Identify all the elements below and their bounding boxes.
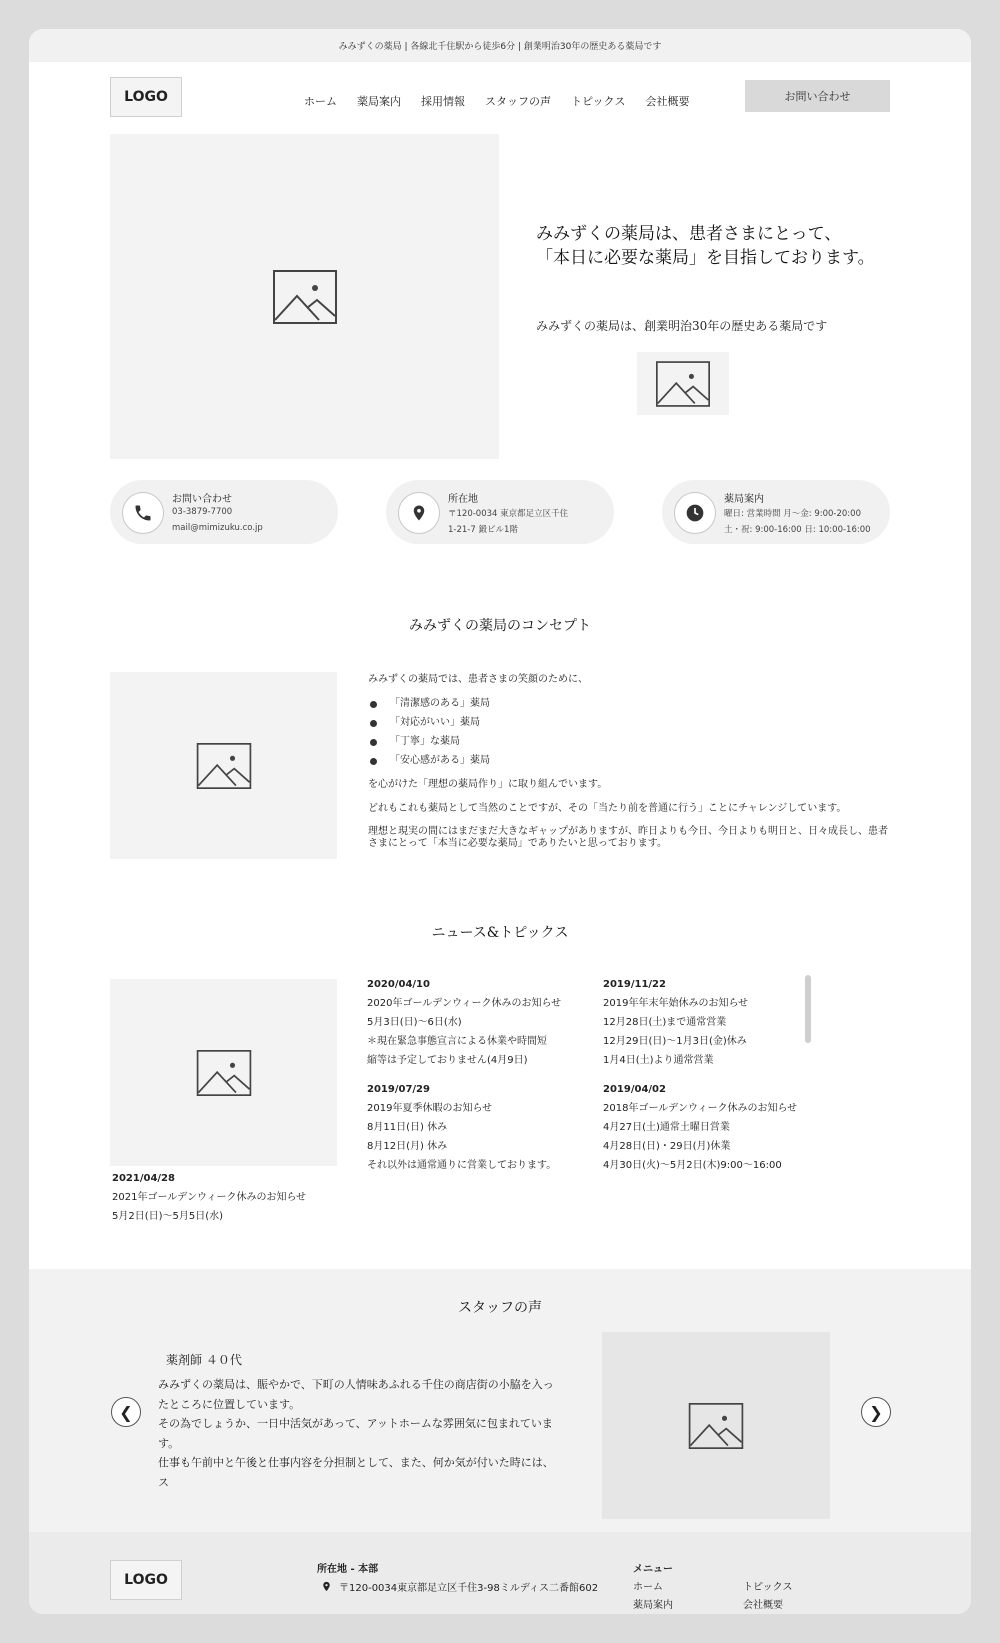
staff-quote: みみずくの薬局は、賑やかで、下町の人情味あふれる千住の商店街の小脇を入っ たところに位置しています。 その為でしょうか、一日中活気があって、アットホームな雰囲気に包まれています。 仕事も午前中と午後と仕事内容を分担制として、また、何か気が付いた時には、ス [158,1378,554,1489]
news-line: 12月28日(土)まで通常営業 [603,1017,727,1028]
hero-image-placeholder [110,134,499,459]
news-line: 縮等は予定しておりません(4月9日) [367,1055,528,1066]
nav-item-company[interactable]: 会社概要 [645,95,690,108]
news-item[interactable] [603,975,803,1070]
nav-item-pharmacy[interactable]: 薬局案内 [357,95,401,108]
news-line: 4月28日(日)・29日(月)休業 [603,1141,731,1152]
nav-item-recruit[interactable]: 採用情報 [421,95,465,108]
top-info-text: みみずくの薬局 | 各線北千住駅から徒歩6分 | 創業明治30年の歴史ある薬局です [338,42,662,52]
footer-menu-company[interactable]: 会社概要 [743,1600,783,1611]
news-line: ＊現在緊急事態宣言による休業や時間短 [367,1036,547,1047]
staff-section [29,1269,971,1532]
news-line: 4月27日(土)通常土曜日営業 [603,1122,730,1133]
info-contact-title: お問い合わせ [172,494,232,505]
info-contact [110,480,338,544]
news-line: 2019年夏季休暇のお知らせ [367,1103,493,1114]
news-line: 2019年年末年始休みのお知らせ [603,998,749,1009]
clock-icon [674,492,716,534]
news-line: 8月12日(月) 休み [367,1141,448,1152]
nav-item-home[interactable]: ホーム [304,95,337,108]
main-nav [304,93,689,109]
concept-bullet: 「清潔感のある」薬局 [368,697,888,711]
concept-bullet: 「安心感がある」薬局 [368,754,888,768]
news-title: ニュース&トピックス [431,925,569,941]
concept-image-placeholder [110,672,337,859]
image-icon [196,1050,252,1096]
image-icon [656,361,710,407]
news-date: 2021/04/28 [112,1173,175,1184]
image-icon [688,1403,744,1449]
news-date: 2019/11/22 [603,979,666,990]
news-line: 5月2日(日)〜5月5日(水) [112,1211,224,1222]
news-item[interactable] [367,975,567,1070]
nav-item-staff[interactable]: スタッフの声 [485,95,551,108]
info-hours-title: 薬局案内 [724,494,764,505]
concept-bullet: 「丁寧」な薬局 [368,735,888,749]
concept-paragraph-1: を心がけた「理想の薬局作り」に取り組んでいます。 [368,779,608,790]
news-line: 5月3日(日)〜6日(水) [367,1017,462,1028]
concept-paragraph-2: どれもこれも薬局として当然のことですが、その「当たり前を普通に行う」ことにチャレンジしています。 [368,803,847,814]
news-date: 2019/04/02 [603,1084,666,1095]
concept-bullet: 「対応がいい」薬局 [368,716,888,730]
concept-intro: みみずくの薬局では、患者さまの笑顔のために、 [368,674,588,685]
staff-role: 薬剤師 ４０代 [166,1353,242,1367]
news-featured[interactable] [112,1169,342,1226]
contact-button[interactable]: お問い合わせ [745,80,890,112]
news-line: それ以外は通常通りに営業しております。 [367,1160,557,1171]
chevron-right-icon: ❯ [869,1402,883,1422]
news-line: 2018年ゴールデンウィーク休みのお知らせ [603,1103,798,1114]
info-hours-line1: 曜日: 営業時間 月〜金: 9:00-20:00 [724,509,861,519]
hero-title: みみずくの薬局は、患者さまにとって、 「本日に必要な薬局」を目指しております。 [536,224,875,268]
nav-item-topics[interactable]: トピックス [571,95,626,108]
info-location-line2: 1-21-7 鍛ビル1階 [448,525,518,535]
hero-subtitle: みみずくの薬局は、創業明治30年の歴史ある薬局です [536,319,828,333]
concept-text [368,673,888,860]
footer-menu-pharmacy[interactable]: 薬局案内 [633,1600,673,1611]
concept-title: みみずくの薬局のコンセプト [409,618,591,634]
news-item[interactable] [603,1080,803,1175]
footer-address-label: 所在地 - 本部 [317,1564,379,1575]
chevron-left-icon: ❮ [119,1402,133,1422]
staff-title: スタッフの声 [458,1300,542,1316]
footer-menu-label: メニュー [633,1564,673,1575]
footer-menu-home[interactable]: ホーム [633,1582,663,1593]
news-line: 8月11日(日) 休み [367,1122,448,1133]
news-line: 12月29日(日)〜1月3日(金)休み [603,1036,747,1047]
page-frame [29,29,971,1614]
news-image-placeholder [110,979,337,1166]
concept-bullets [368,697,888,768]
site-header [29,62,971,134]
footer-address: 〒120-0034東京都足立区千住3-98ミルディス二番館602 [339,1583,599,1594]
location-pin-icon [398,492,440,534]
news-line: 2020年ゴールデンウィーク休みのお知らせ [367,998,562,1009]
news-line: 1月4日(土)より通常営業 [603,1055,714,1066]
news-item[interactable] [367,1080,567,1175]
news-date: 2020/04/10 [367,979,430,990]
header-logo[interactable]: LOGO [110,77,182,117]
info-hours [662,480,890,544]
carousel-next-button[interactable] [861,1397,891,1427]
site-footer [29,1532,971,1614]
info-location-line1: 〒120-0034 東京都足立区千住 [448,509,569,519]
image-icon [196,743,252,789]
info-hours-line2: 土・祝: 9:00-16:00 日: 10:00-16:00 [724,525,871,535]
news-scrollbar[interactable] [805,975,811,1043]
carousel-prev-button[interactable] [111,1397,141,1427]
info-location-title: 所在地 [448,494,478,505]
info-contact-phone[interactable]: 03-3879-7700 [172,507,233,517]
image-icon [273,270,337,324]
news-line: 4月30日(火)〜5月2日(木)9:00〜16:00 [603,1160,782,1171]
footer-logo[interactable]: LOGO [110,1560,182,1600]
hero-small-image-placeholder [637,352,729,415]
concept-paragraph-3: 理想と現実の間にはまだまだ大きなギャップがありますが、昨日よりも今日、今日よりも明日と、日々成長し、患者さまにとって「本当に必要な薬局」でありたいと思っております。 [368,826,888,849]
footer-menu-topics[interactable]: トピックス [743,1582,793,1593]
info-contact-email[interactable]: mail@mimizuku.co.jp [172,523,263,533]
news-date: 2019/07/29 [367,1084,430,1095]
info-location [386,480,614,544]
location-pin-icon [321,1578,332,1597]
staff-image-placeholder [602,1332,830,1519]
phone-icon [122,492,164,534]
news-line: 2021年ゴールデンウィーク休みのお知らせ [112,1192,307,1203]
top-info-bar [29,29,971,62]
